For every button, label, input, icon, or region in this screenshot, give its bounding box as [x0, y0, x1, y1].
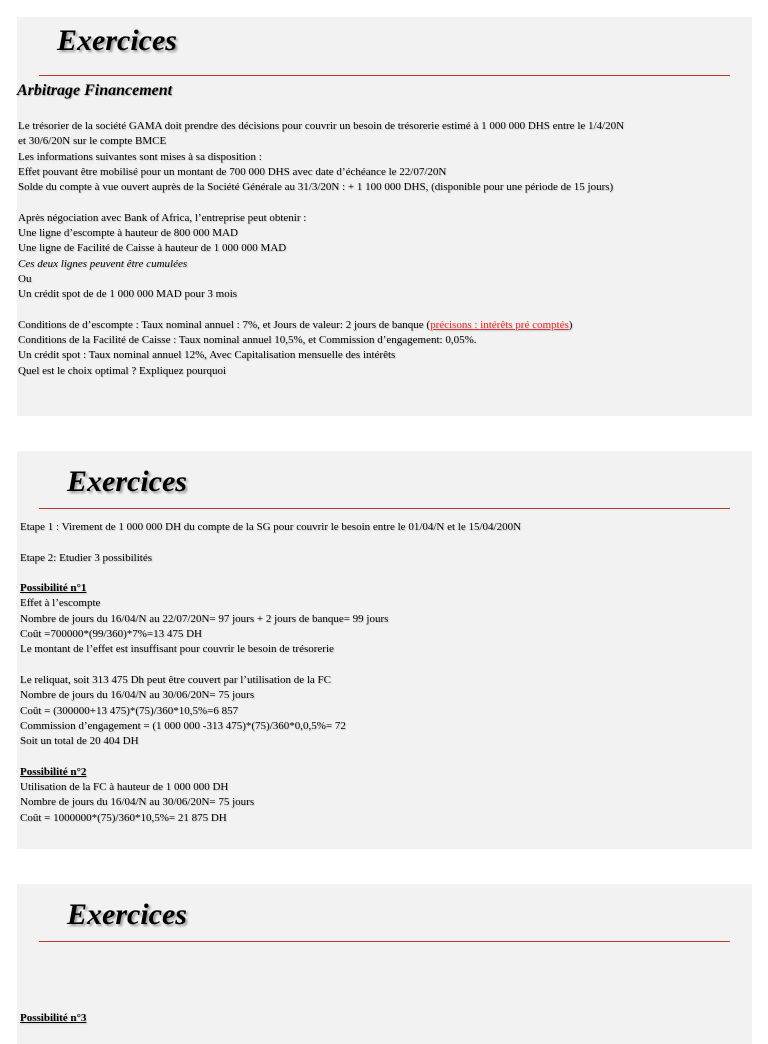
- text-line: Effet à l’escompte: [20, 597, 101, 610]
- text-line: Une ligne de Facilité de Caisse à hauteur de 1 000 000 MAD: [18, 242, 287, 255]
- text-line: Commission d’engagement = (1 000 000 -313 475)*(75)/360*0,0,5%= 72: [20, 719, 346, 732]
- text-line: Le reliquat, soit 313 475 Dh peut être couvert par l’utilisation de la FC: [20, 673, 331, 686]
- precision-link[interactable]: précisons : intérêts pré comptés: [430, 318, 569, 331]
- text-line: Après négociation avec Bank of Africa, l’entreprise peut obtenir :: [18, 211, 307, 224]
- text-line: Nombre de jours du 16/04/N au 30/06/20N= 75 jours: [20, 796, 255, 809]
- text-line: Le montant de l’effet est insuffisant pour couvrir le besoin de trésorerie: [20, 643, 334, 656]
- text-line: Conditions de la Facilité de Caisse : Taux nominal annuel 10,5%, et Commission d’engagement: 0,05%.: [18, 334, 477, 347]
- slide-body: [18, 119, 746, 379]
- text-line: Soit un total de 20 404 DH: [20, 735, 139, 748]
- text-line: Coût = 1000000*(75)/360*10,5%= 21 875 DH: [20, 811, 227, 824]
- title-divider: [39, 75, 730, 76]
- slide-title: Exercices: [57, 24, 177, 57]
- possibility-heading: Possibilité n°3: [20, 1012, 87, 1024]
- title-divider: [39, 508, 730, 509]
- text-line: Un crédit spot de de 1 000 000 MAD pour 3 mois: [18, 288, 238, 301]
- text-line: Effet pouvant être mobilisé pour un montant de 700 000 DHS avec date d’échéance le 22/07/20N: [18, 165, 447, 178]
- slide-title: Exercices: [67, 465, 187, 498]
- slide-body: [20, 520, 746, 826]
- slide-title: Exercices: [67, 898, 187, 931]
- slide-body: [20, 1011, 746, 1026]
- text-line: et 30/6/20N sur le compte BMCE: [18, 135, 167, 148]
- text-line: Solde du compte à vue ouvert auprès de la Société Générale au 31/3/20N : + 1 100 000 DHS, (disponible pour une période de 15 jours): [18, 181, 614, 194]
- text-line-italic: Ces deux lignes peuvent être cumulées: [18, 257, 188, 270]
- slide-1: [17, 17, 752, 416]
- spacer: [20, 658, 746, 673]
- text-line: Etape 1 : Virement de 1 000 000 DH du compte de la SG pour couvrir le besoin entre le 01/04/N et le 15/04/200N: [20, 521, 522, 533]
- spacer: [20, 566, 746, 581]
- slide-3: [17, 884, 752, 1044]
- text-fragment: Conditions de d’escompte : Taux nominal annuel : 7%, et Jours de valeur: 2 jours de banque (: [18, 318, 431, 331]
- possibility-heading: Possibilité n°1: [20, 582, 87, 595]
- text-line: Nombre de jours du 16/04/N au 30/06/20N= 75 jours: [20, 689, 255, 702]
- text-fragment: ): [568, 318, 573, 331]
- text-line: Ou: [18, 272, 32, 285]
- spacer: [18, 303, 746, 318]
- spacer: [18, 195, 746, 210]
- text-line: Coût = (300000+13 475)*(75)/360*10,5%=6 857: [20, 704, 239, 717]
- text-line: Etape 2: Etudier 3 possibilités: [20, 551, 152, 564]
- text-line: Le trésorier de la société GAMA doit prendre des décisions pour couvrir un besoin de trésorerie estimé à 1 000 000 DHS entre le 1/4/20N: [18, 120, 625, 132]
- text-line: Coût =700000*(99/360)*7%=13 475 DH: [20, 628, 202, 641]
- slide-2: [17, 451, 752, 849]
- section-subtitle: Arbitrage Financement: [17, 82, 173, 99]
- text-line: Quel est le choix optimal ? Expliquez pourquoi: [18, 364, 227, 377]
- text-line: Les informations suivantes sont mises à sa disposition :: [18, 150, 262, 163]
- possibility-heading: Possibilité n°2: [20, 765, 87, 778]
- text-line: Un crédit spot : Taux nominal annuel 12%, Avec Capitalisation mensuelle des intérêts: [18, 349, 396, 362]
- spacer: [20, 535, 746, 550]
- title-divider: [39, 941, 730, 942]
- text-line: Nombre de jours du 16/04/N au 22/07/20N= 97 jours + 2 jours de banque= 99 jours: [20, 612, 389, 625]
- spacer: [20, 749, 746, 764]
- escompte-conditions-line: [18, 318, 746, 333]
- text-line: Une ligne d’escompte à hauteur de 800 000 MAD: [18, 227, 238, 240]
- text-line: Utilisation de la FC à hauteur de 1 000 000 DH: [20, 781, 229, 794]
